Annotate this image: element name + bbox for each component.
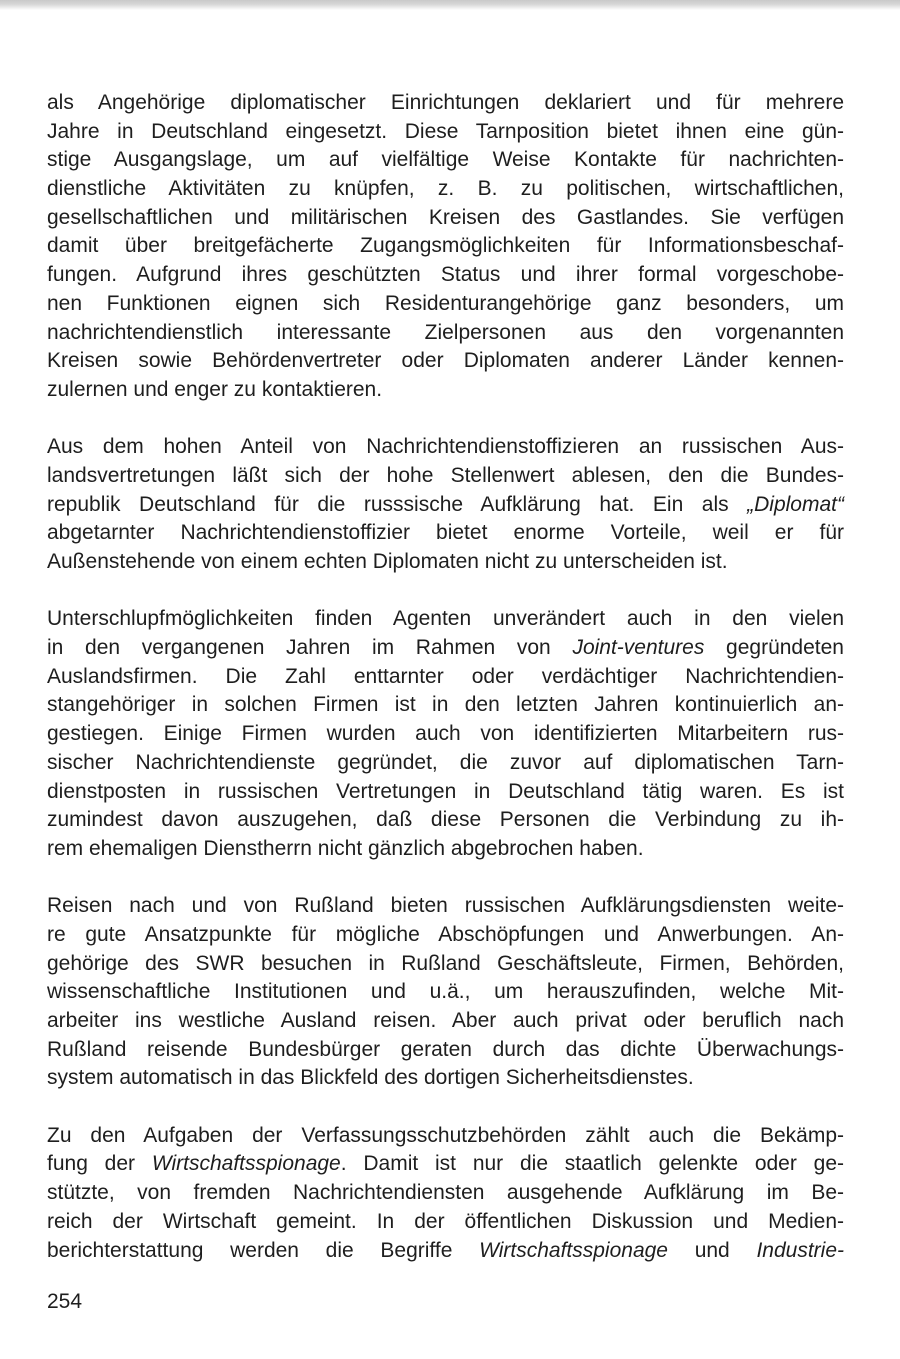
emphasis-joint-ventures: Joint-ventures xyxy=(572,636,705,660)
text-fragment: berichterstattung werden die Begriffe xyxy=(47,1238,453,1262)
text-line: Außenstehende von einem echten Diplomaten nicht zu unterscheiden ist. xyxy=(47,550,728,573)
text-line: stangehöriger in solchen Firmen ist in den letzten Jahren kontinuierlich an- xyxy=(47,693,844,717)
text-line-with-emphasis xyxy=(47,491,844,520)
text-line: gestiegen. Einige Firmen wurden auch von identifizierten Mitarbeitern rus- xyxy=(47,722,844,746)
text-line: Jahre in Deutschland eingesetzt. Diese Tarnposition bietet ihnen eine gün- xyxy=(47,119,844,143)
text-line-with-emphasis xyxy=(47,1150,844,1179)
text-line: stützte, von fremden Nachrichtendiensten ausgehende Aufklärung im Be- xyxy=(47,1181,844,1205)
text-line: arbeiter ins westliche Ausland reisen. Aber auch privat oder beruflich nach xyxy=(47,1009,844,1032)
text-line: stige Ausgangslage, um auf vielfältige Weise Kontakte für nachrichten- xyxy=(47,148,844,172)
paragraph-reisen xyxy=(47,892,844,1093)
text-line: Reisen nach und von Rußland bieten russischen Aufklärungsdiensten weite- xyxy=(47,894,844,918)
text-line: als Angehörige diplomatischer Einrichtungen deklariert und für mehrere xyxy=(47,91,844,114)
text-line: nen Funktionen eignen sich Residenturangehörige ganz besonders, um xyxy=(47,291,844,315)
paragraph-residentur xyxy=(47,89,844,405)
scan-top-edge xyxy=(0,0,900,10)
text-line: fungen. Aufgrund ihres geschützten Status und ihrer formal vorgeschobe- xyxy=(47,263,844,287)
text-line: Unterschlupfmöglichkeiten finden Agenten unverändert auch in den vielen xyxy=(47,607,844,631)
text-line: zulernen und enger zu kontaktieren. xyxy=(47,377,383,401)
text-line: system automatisch in das Blickfeld des dortigen Sicherheitsdienstes. xyxy=(47,1066,694,1090)
text-line: gesellschaftlichen und militärischen Kreisen des Gastlandes. Sie verfügen xyxy=(47,205,844,229)
text-line: damit über breitgefächerte Zugangsmöglichkeiten für Informationsbeschaf- xyxy=(47,234,844,258)
text-line: sischer Nachrichtendienste gegründet, die zuvor auf diplomatischen Tarn- xyxy=(47,750,844,774)
emphasis-wirtschaftsspionage: Wirtschaftsspionage xyxy=(479,1238,668,1262)
paragraph-unterschlupf xyxy=(47,605,844,863)
text-line: abgetarnter Nachrichtendienstoffizier bietet enorme Vorteile, weil er für xyxy=(47,521,844,545)
text-fragment: . Damit ist nur die staatlich gelenkte oder ge- xyxy=(340,1152,845,1176)
page-number: 254 xyxy=(47,1290,83,1313)
text-line: Rußland reisende Bundesbürger geraten durch das dichte Überwachungs- xyxy=(47,1037,844,1061)
text-fragment: gegründeten xyxy=(726,636,844,660)
text-line: Kreisen sowie Behördenvertreter oder Diplomaten anderer Länder kennen- xyxy=(47,349,844,373)
text-fragment: fung der xyxy=(47,1152,136,1176)
text-line: Zu den Aufgaben der Verfassungsschutzbehörden zählt auch die Bekämp- xyxy=(47,1123,844,1147)
emphasis-industrie: Industrie- xyxy=(756,1238,844,1262)
text-line: nachrichtendienstlich interessante Zielpersonen aus den vorgenannten xyxy=(47,320,844,344)
text-line: Auslandsfirmen. Die Zahl enttarnter oder verdächtiger Nachrichtendien- xyxy=(47,664,844,688)
text-line: re gute Ansatzpunkte für mögliche Abschöpfungen und Anwerbungen. An- xyxy=(47,922,844,946)
document-body xyxy=(47,89,844,1294)
paragraph-wirtschaftsspionage xyxy=(47,1122,844,1265)
text-line: dienstliche Aktivitäten zu knüpfen, z. B. zu politischen, wirtschaftlichen, xyxy=(47,177,844,201)
text-line: landsvertretungen läßt sich der hohe Stellenwert ablesen, den die Bundes- xyxy=(47,463,844,487)
text-fragment: in den vergangenen Jahren im Rahmen von xyxy=(47,636,551,660)
emphasis-wirtschaftsspionage: Wirtschaftsspionage xyxy=(151,1152,341,1176)
text-line: gehörige des SWR besuchen in Rußland Geschäftsleute, Firmen, Behörden, xyxy=(47,951,844,975)
text-line-with-emphasis xyxy=(47,634,844,663)
text-line: dienstposten in russischen Vertretungen in Deutschland tätig waren. Es ist xyxy=(47,779,844,803)
emphasis-diplomat: „Diplomat“ xyxy=(747,492,844,516)
text-line: zumindest davon auszugehen, daß diese Personen die Verbindung zu ih- xyxy=(47,808,844,832)
text-line-with-emphasis xyxy=(47,1237,844,1266)
text-line: reich der Wirtschaft gemeint. In der öffentlichen Diskussion und Medien- xyxy=(47,1209,844,1233)
text-fragment: und xyxy=(694,1238,730,1262)
text-line: Aus dem hohen Anteil von Nachrichtendienstoffizieren an russischen Aus- xyxy=(47,435,844,459)
text-line: rem ehemaligen Dienstherrn nicht gänzlich abgebrochen haben. xyxy=(47,836,644,860)
paragraph-auslandsvertretungen xyxy=(47,433,844,576)
text-fragment: republik Deutschland für die russsische Aufklärung hat. Ein als xyxy=(47,492,729,516)
text-line: wissenschaftliche Institutionen und u.ä., um herauszufinden, welche Mit- xyxy=(47,980,844,1004)
